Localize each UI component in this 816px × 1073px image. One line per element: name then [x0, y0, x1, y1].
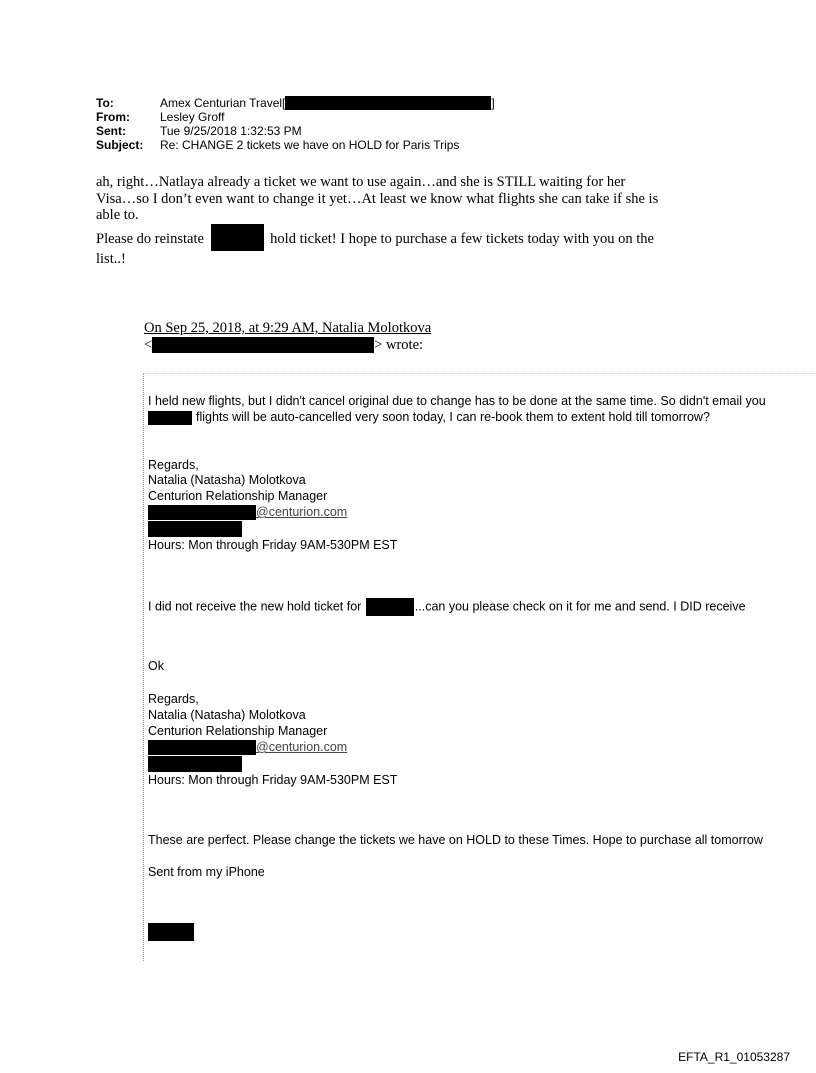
redaction	[285, 96, 491, 110]
redaction	[148, 505, 256, 520]
sent-label: Sent:	[96, 124, 126, 138]
signature-hours: Hours: Mon through Friday 9AM-530PM EST	[148, 538, 398, 552]
body-line: list..!	[96, 250, 126, 267]
quoted-line-part: flights will be auto-cancelled very soon today, I can re-book them to extent hold till tomorrow?	[196, 410, 710, 424]
signature-phone	[148, 756, 242, 772]
body-line: Visa…so I don’t even want to change it yet…At least we know what flights she can take if she is	[96, 190, 659, 207]
signature-name: Natalia (Natasha) Molotkova	[148, 708, 306, 722]
quote-intro-line	[144, 337, 431, 354]
signature-title: Centurion Relationship Manager	[148, 724, 328, 738]
signature-email-link[interactable]: @centurion.com	[256, 740, 348, 754]
quoted-thread	[143, 373, 816, 961]
signature-regards: Regards,	[148, 458, 199, 472]
body-line: ah, right…Natlaya already a ticket we want to use again…and she is STILL waiting for her	[96, 174, 626, 190]
redaction	[148, 740, 256, 755]
quote-intro-line: On Sep 25, 2018, at 9:29 AM, Natalia Molotkova	[144, 320, 432, 336]
redaction	[211, 224, 264, 251]
signature-hours: Hours: Mon through Friday 9AM-530PM EST	[148, 773, 398, 787]
reply-body	[96, 174, 736, 267]
quote-open-bracket: <	[144, 336, 153, 353]
quoted-line	[148, 410, 710, 425]
signature-phone	[148, 521, 242, 537]
quoted-line: Sent from my iPhone	[148, 865, 265, 879]
redaction	[148, 923, 194, 941]
redaction	[148, 756, 242, 772]
redaction	[148, 411, 192, 425]
signature-regards: Regards,	[148, 692, 199, 706]
subject-row	[96, 138, 495, 152]
quoted-signoff	[148, 923, 194, 941]
from-value: Lesley Groff	[160, 110, 225, 124]
signature-email	[148, 505, 347, 520]
redaction	[148, 521, 242, 537]
to-row	[96, 96, 495, 110]
to-value: Amex Centurian Travel[	[160, 96, 286, 110]
quote-wrote: > wrote:	[374, 336, 424, 353]
email-header	[96, 96, 495, 152]
subject-label: Subject:	[96, 138, 144, 152]
quoted-line: Ok	[148, 659, 164, 673]
to-close: ]	[491, 96, 495, 110]
to-label: To:	[96, 96, 114, 110]
body-line-part: Please do reinstate	[96, 230, 204, 247]
body-line: able to.	[96, 207, 139, 223]
document-id: EFTA_R1_01053287	[678, 1050, 790, 1064]
sent-row	[96, 124, 495, 138]
quoted-line-part: I did not receive the new hold ticket for	[148, 599, 362, 614]
quoted-line	[148, 598, 746, 616]
signature-email	[148, 740, 347, 755]
quoted-line: These are perfect. Please change the tickets we have on HOLD to these Times. Hope to purchase all tomorrow	[148, 833, 763, 847]
quoted-line-part: ...can you please check on it for me and send. I DID receive	[414, 599, 746, 614]
signature-email-link[interactable]: @centurion.com	[256, 505, 348, 519]
quote-intro	[144, 320, 431, 353]
subject-value: Re: CHANGE 2 tickets we have on HOLD for Paris Trips	[160, 138, 460, 152]
quoted-line: I held new flights, but I didn't cancel original due to change has to be done at the same time. So didn't email you	[148, 394, 766, 408]
from-row	[96, 110, 495, 124]
redaction	[366, 598, 414, 616]
sent-value: Tue 9/25/2018 1:32:53 PM	[160, 124, 302, 138]
from-label: From:	[96, 110, 130, 124]
body-line-part: hold ticket! I hope to purchase a few tickets today with you on the	[270, 230, 654, 247]
signature-name: Natalia (Natasha) Molotkova	[148, 473, 306, 487]
body-line	[96, 224, 736, 251]
redaction	[152, 337, 374, 353]
signature-title: Centurion Relationship Manager	[148, 489, 328, 503]
